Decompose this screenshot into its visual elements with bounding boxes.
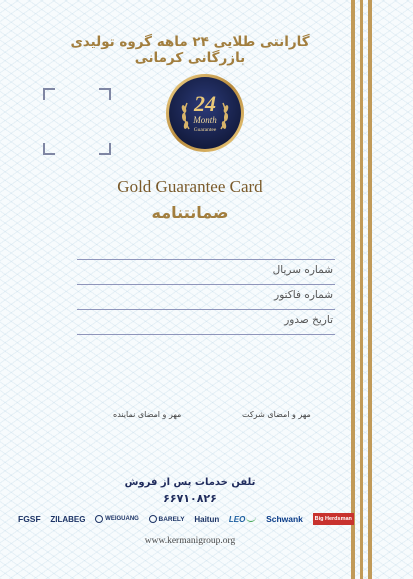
brand-logo: Schwank xyxy=(266,514,303,524)
after-sales-label: تلفن خدمات پس از فروش xyxy=(124,477,256,488)
brand-logo: ZILABEG xyxy=(50,514,86,524)
company-signature-label: مهر و امضای شرکت xyxy=(242,410,311,419)
gold-stripe xyxy=(360,0,363,579)
ring-icon xyxy=(149,515,157,523)
photo-frame-corner xyxy=(99,88,111,100)
representative-signature-label: مهر و امضای نماینده xyxy=(113,410,182,419)
field-label: شماره سریال xyxy=(272,264,333,276)
brand-logo: Haitun xyxy=(194,514,220,524)
gold-stripes xyxy=(351,0,377,579)
brand-logo-leo xyxy=(229,515,256,524)
brand-name: WEIGUANG xyxy=(105,516,139,522)
ring-icon xyxy=(95,515,103,523)
field-label: تاریخ صدور xyxy=(284,314,333,326)
badge-line1: Month xyxy=(193,115,217,125)
header-title: گارانتی طلایی ۲۴ ماهه گروه تولیدی بازرگانی کرمانی xyxy=(70,34,310,66)
brand-logo: Big Herdsman xyxy=(313,513,354,525)
field-label: شماره فاکتور xyxy=(274,289,333,301)
brand-logo-barely xyxy=(149,515,185,523)
badge-line2: Guarantee xyxy=(193,127,217,133)
brand-logos xyxy=(18,510,354,528)
swoosh-icon xyxy=(246,516,256,522)
card-title-english: Gold Guarantee Card xyxy=(117,177,263,196)
photo-frame-corner xyxy=(99,143,111,155)
photo-frame-corner xyxy=(43,88,55,100)
serial-number-field[interactable] xyxy=(77,259,335,284)
brand-name: LEO xyxy=(228,514,246,524)
issue-date-field[interactable] xyxy=(77,309,335,335)
gold-stripe xyxy=(351,0,355,579)
website-url[interactable]: www.kermanigroup.org xyxy=(144,536,236,546)
after-sales-phone: ۶۶۷۱۰۸۲۶ xyxy=(163,492,217,505)
brand-logo: FGSF xyxy=(18,514,41,524)
guarantee-badge-icon xyxy=(165,73,245,153)
card-title-persian: ضمانتنامه xyxy=(151,203,229,222)
photo-frame-corner xyxy=(43,143,55,155)
badge-number: 24 xyxy=(194,91,216,116)
gold-stripe xyxy=(368,0,372,579)
invoice-number-field[interactable] xyxy=(77,284,335,309)
brand-name: BARELY xyxy=(158,515,185,523)
brand-logo-weiguang xyxy=(95,515,139,523)
